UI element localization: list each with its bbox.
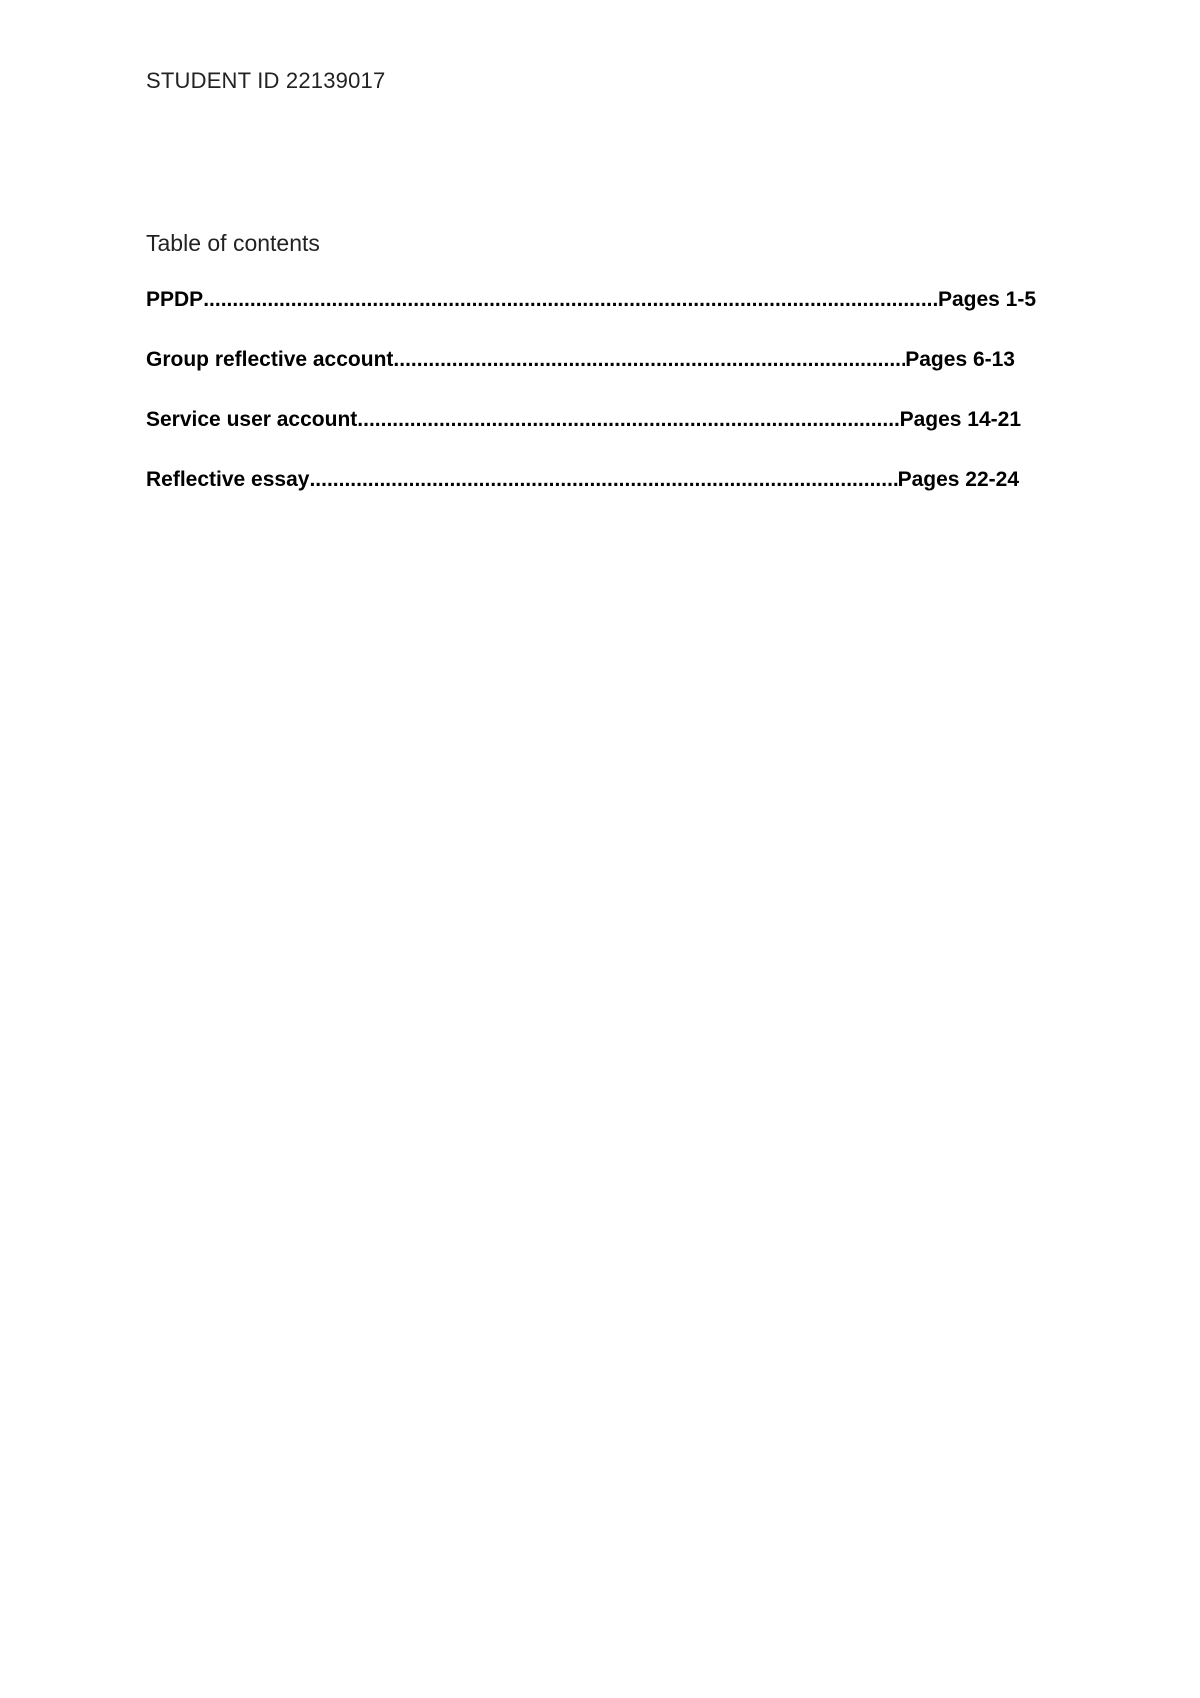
toc-entry-group-reflective-account xyxy=(146,348,1015,408)
toc-list xyxy=(146,288,1036,528)
toc-dot-leader xyxy=(309,468,897,492)
toc-entry-label: Group reflective account xyxy=(146,348,394,371)
toc-dot-leader xyxy=(357,408,899,432)
toc-entry-pages: Pages 6-13 xyxy=(905,348,1015,371)
toc-entry-label: PPDP xyxy=(146,288,204,311)
toc-entry-pages: Pages 14-21 xyxy=(899,408,1021,431)
toc-entry-pages: Pages 1-5 xyxy=(937,288,1036,311)
toc-entry-service-user-account xyxy=(146,408,1021,468)
toc-dot-leader xyxy=(203,288,938,312)
toc-heading: Table of contents xyxy=(146,230,320,256)
toc-dot-leader xyxy=(393,348,905,372)
toc-entry-pages: Pages 22-24 xyxy=(897,468,1019,491)
toc-entry-ppdp xyxy=(146,288,1036,348)
toc-entry-reflective-essay xyxy=(146,468,1019,528)
toc-entry-label: Reflective essay xyxy=(146,468,310,491)
student-id-header: STUDENT ID 22139017 xyxy=(146,68,386,93)
toc-entry-label: Service user account xyxy=(146,408,358,431)
